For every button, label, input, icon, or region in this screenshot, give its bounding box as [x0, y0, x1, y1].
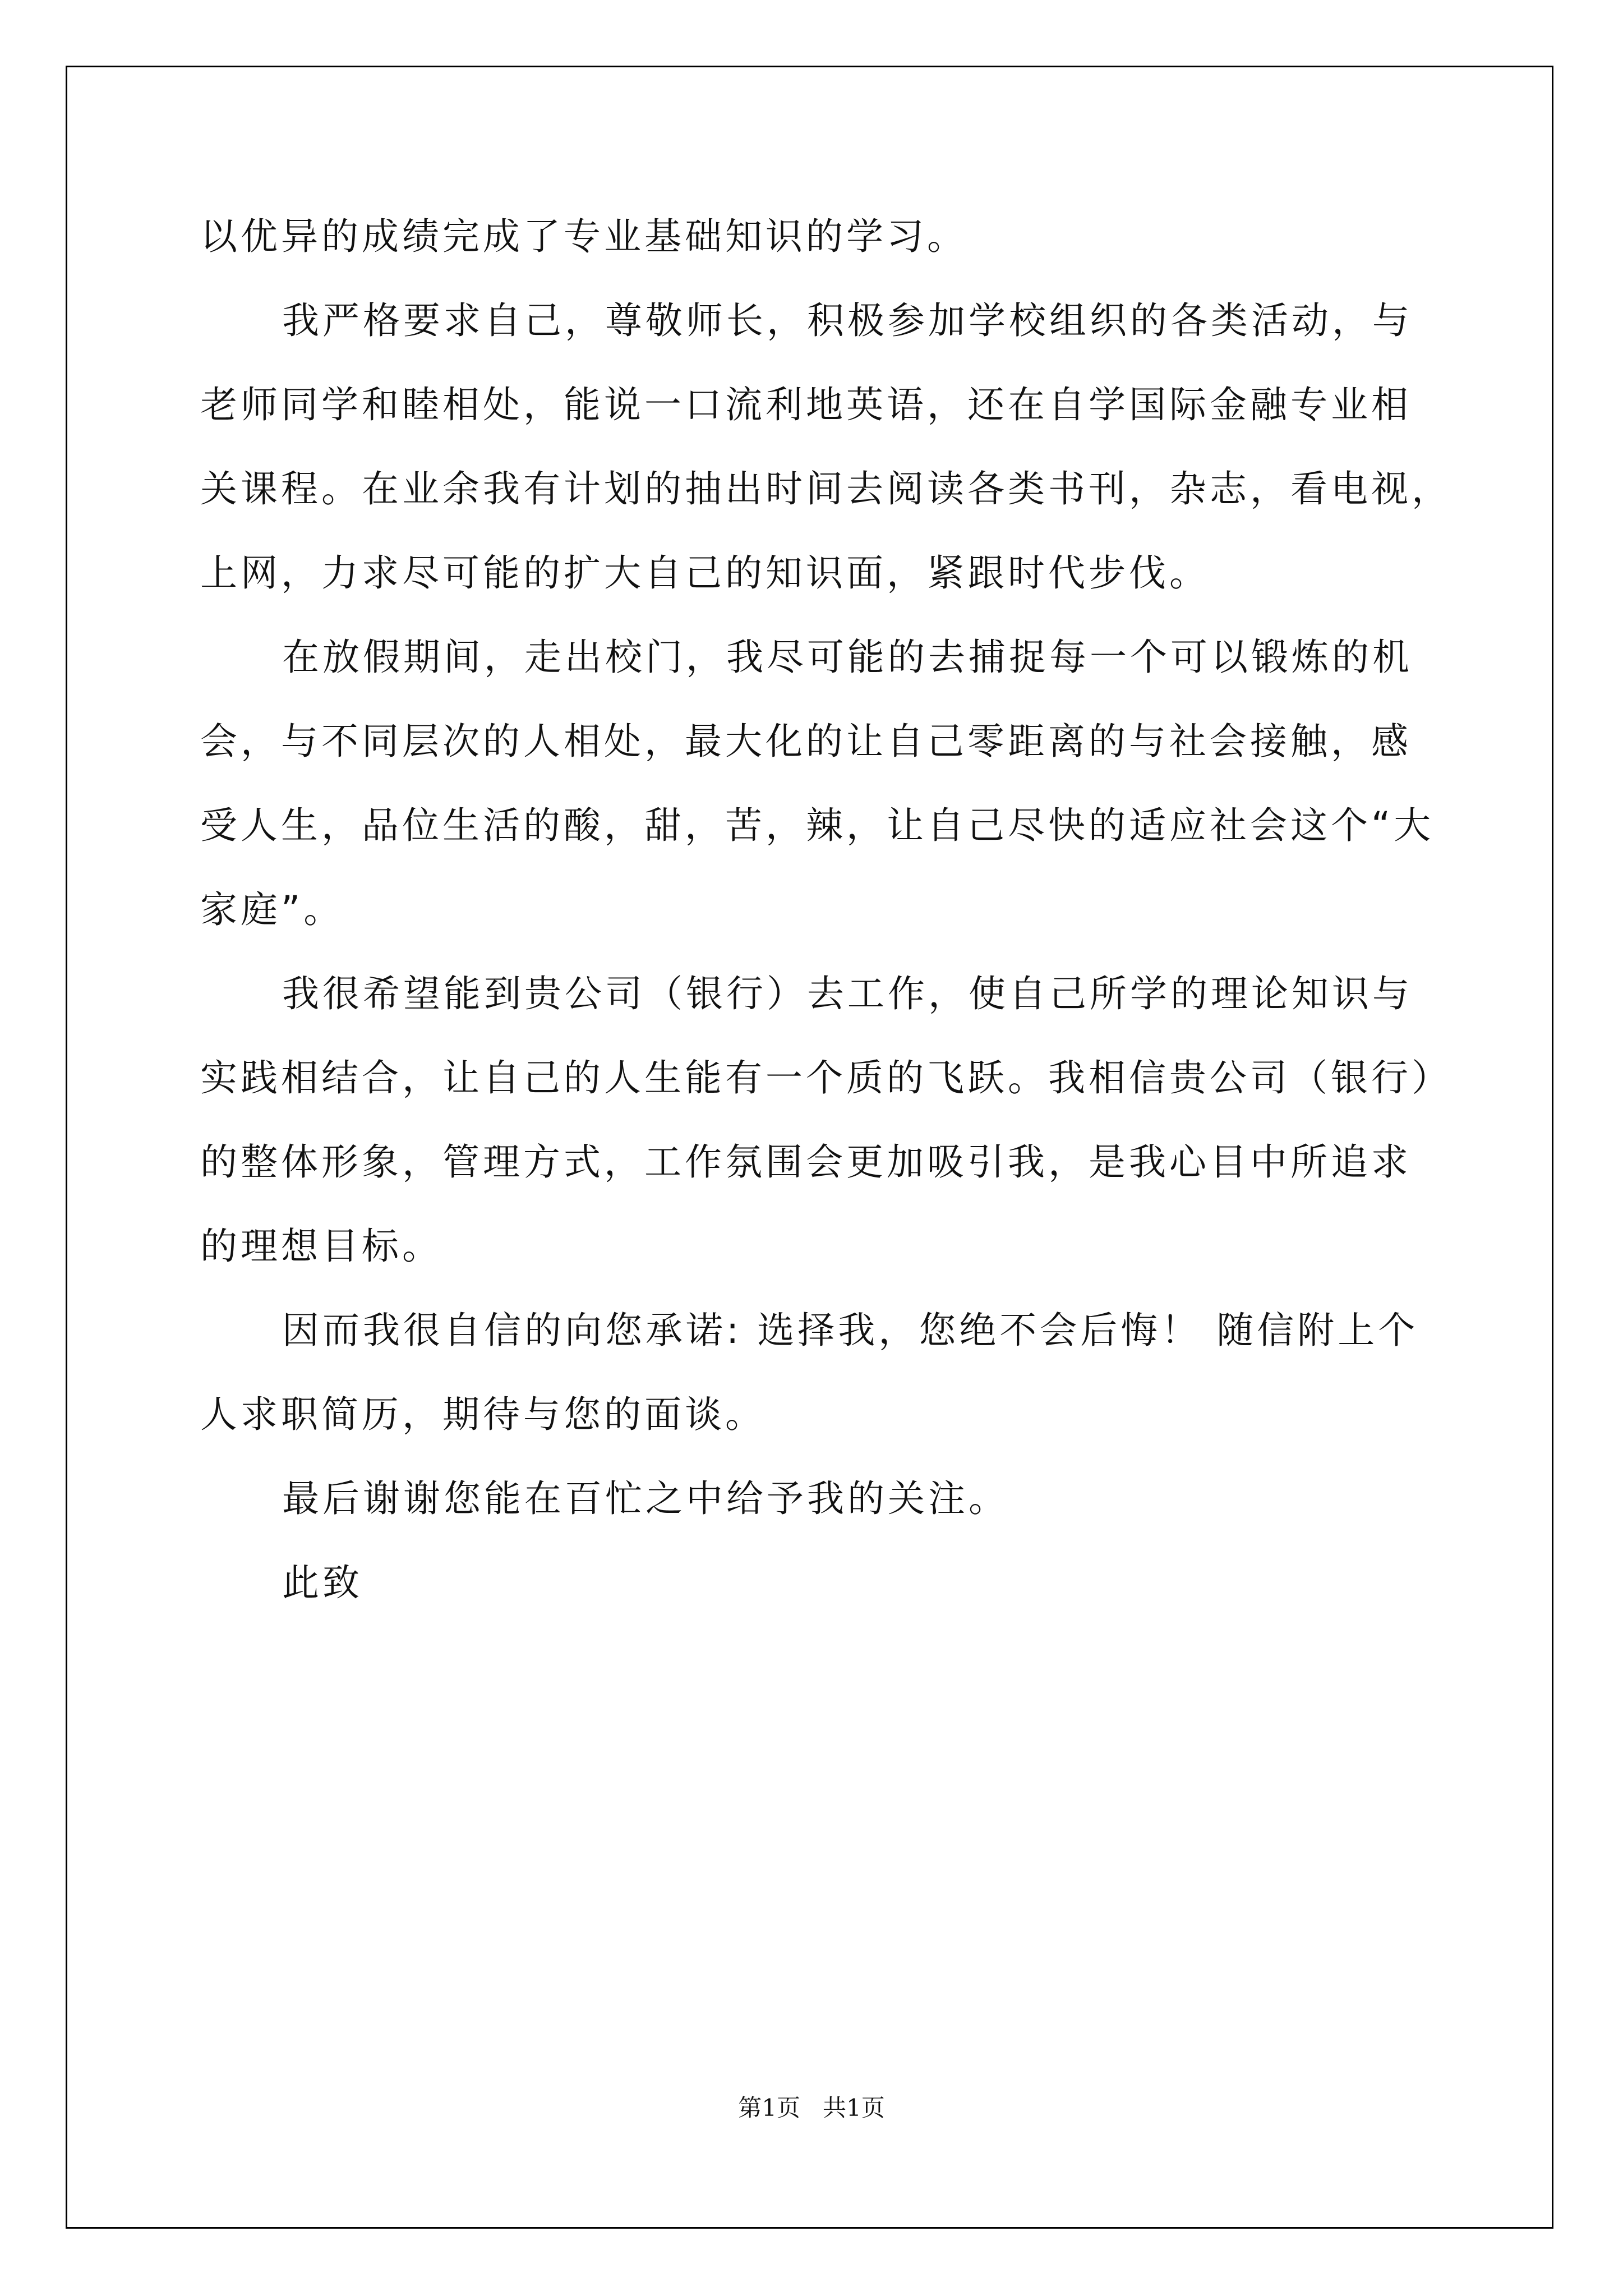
page-footer: [0, 2090, 1623, 2123]
paragraph-6: [200, 1457, 1434, 1541]
paragraph-line: 我严格要求自己，尊敬师长，积极参加学校组织的各类活动，与: [282, 299, 1413, 342]
paragraph-line: 我很希望能到贵公司（银行）去工作，使自己所学的理论知识与: [282, 972, 1413, 1015]
paragraph-line: 的整体形象，管理方式，工作氛围会更加吸引我，是我心目中所追求: [200, 1140, 1412, 1184]
paragraph-line: 在放假期间，走出校门，我尽可能的去捕捉每一个可以锻炼的机: [282, 636, 1413, 679]
paragraph-line: 关课程。在业余我有计划的抽出时间去阅读各类书刊，杂志，看电视，: [200, 467, 1452, 510]
paragraph-line: 最后谢谢您能在百忙之中给予我的关注。: [282, 1477, 1009, 1520]
paragraph-line: 人求职简历，期待与您的面谈。: [200, 1393, 766, 1436]
page-number-total: 共1页: [823, 2094, 885, 2122]
paragraph-line: 会，与不同层次的人相处，最大化的让自己零距离的与社会接触，感: [200, 720, 1412, 763]
paragraph-line: 实践相结合，让自己的人生能有一个质的飞跃。我相信贵公司（银行）: [200, 1056, 1452, 1099]
paragraph-line: 老师同学和睦相处，能说一口流利地英语，还在自学国际金融专业相: [200, 383, 1412, 426]
paragraph-line: 家庭”。: [200, 888, 344, 931]
closing-salutation: [200, 1541, 1434, 1625]
paragraph-line: 因而我很自信的向您承诺: 选择我，您绝不会后悔！ 随信附上个: [282, 1309, 1419, 1352]
paragraph-5: [200, 1289, 1434, 1457]
paragraph-3: [200, 615, 1434, 952]
page-number-current: 第1页: [738, 2094, 800, 2122]
paragraph-2: [200, 279, 1452, 615]
letter-body: [200, 195, 1452, 1625]
paragraph-line: 上网，力求尽可能的扩大自己的知识面，紧跟时代步伐。: [200, 551, 1210, 595]
paragraph-line: 此致: [282, 1561, 363, 1604]
paragraph-line: 以优异的成绩完成了专业基础知识的学习。: [200, 215, 967, 258]
paragraph-1: [200, 195, 1434, 279]
paragraph-4: [200, 952, 1452, 1289]
paragraph-line: 的理想目标。: [200, 1225, 442, 1268]
paragraph-line: 受人生，品位生活的酸，甜，苦，辣，让自己尽快的适应社会这个“大: [200, 804, 1435, 847]
